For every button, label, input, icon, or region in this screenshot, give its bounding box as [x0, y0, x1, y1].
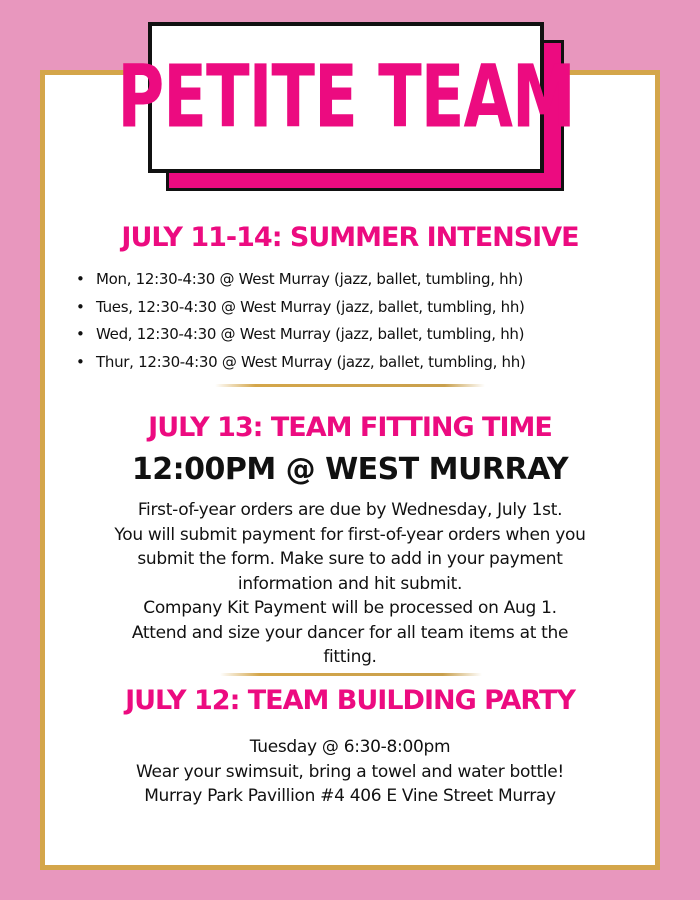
text-line: Wear your swimsuit, bring a towel and water bottle!: [136, 761, 564, 782]
text-line: You will submit payment for first-of-year orders when you: [114, 524, 586, 545]
text-line: Murray Park Pavillion #4 406 E Vine Street Murray: [144, 786, 556, 806]
text-line: submit the form. Make sure to add in your payment: [137, 549, 563, 569]
text-line: Tuesday @ 6:30-8:00pm: [249, 737, 451, 757]
party-details: [50, 735, 650, 809]
text-line: Company Kit Payment will be processed on Aug 1.: [143, 598, 557, 618]
divider: [215, 384, 485, 387]
section-heading-fitting: JULY 13: TEAM FITTING TIME: [148, 412, 552, 443]
list-item: • Thur, 12:30-4:30 @ West Murray (jazz, ballet, tumbling, hh): [72, 349, 672, 377]
text-line: First-of-year orders are due by Wednesday, July 1st.: [137, 500, 563, 520]
list-item: • Tues, 12:30-4:30 @ West Murray (jazz, ballet, tumbling, hh): [72, 294, 672, 322]
divider: [220, 673, 482, 676]
intensive-schedule-list: [72, 266, 672, 376]
section-heading-party: JULY 12: TEAM BUILDING PARTY: [125, 685, 575, 716]
title-box: [117, 22, 575, 173]
section-subheading-fitting: 12:00PM @ WEST MURRAY: [131, 452, 569, 487]
fitting-details: [50, 498, 650, 670]
list-item: • Wed, 12:30-4:30 @ West Murray (jazz, ballet, tumbling, hh): [72, 321, 672, 349]
page-title: PETITE TEAM: [117, 47, 575, 148]
text-line: fitting.: [323, 647, 377, 667]
section-heading-intensive: JULY 11-14: SUMMER INTENSIVE: [121, 222, 579, 253]
list-item: • Mon, 12:30-4:30 @ West Murray (jazz, ballet, tumbling, hh): [72, 266, 672, 294]
text-line: information and hit submit.: [237, 573, 463, 594]
text-line: Attend and size your dancer for all team items at the: [131, 622, 569, 643]
